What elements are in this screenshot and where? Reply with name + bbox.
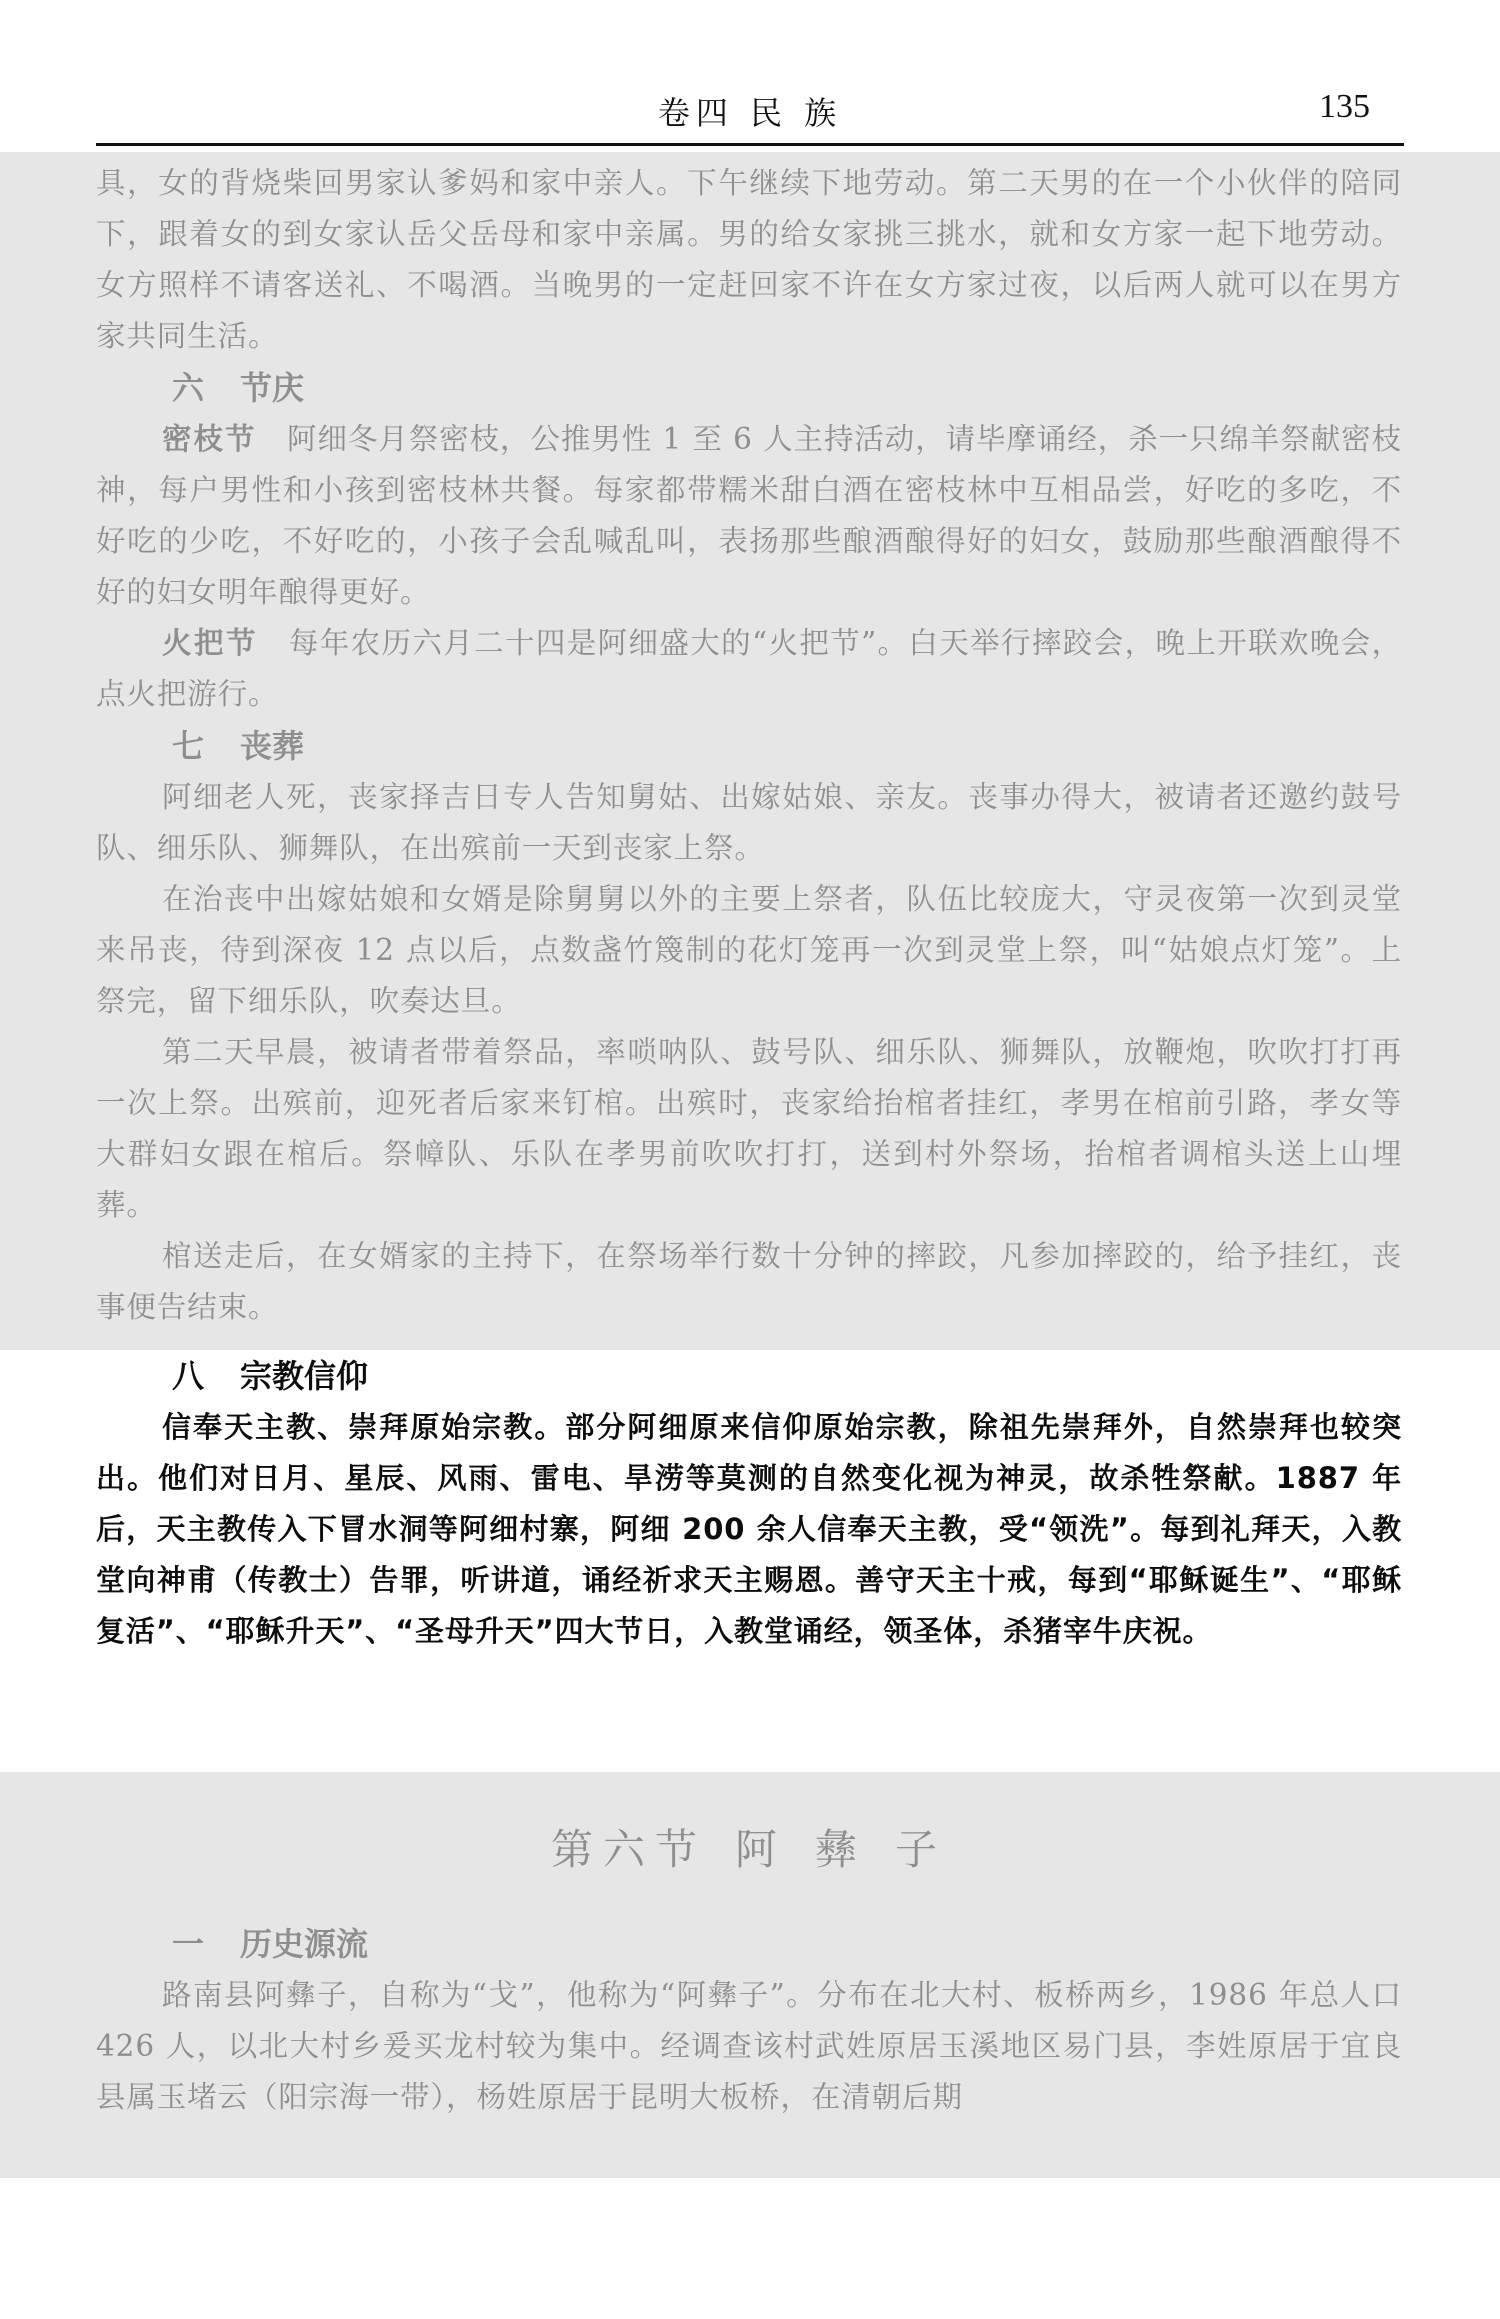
header-rule — [96, 143, 1404, 146]
section-number: 一 — [172, 1925, 205, 1963]
history-paragraph: 路南县阿彝子，自称为“戈”，他称为“阿彝子”。分布在北大村、板桥两乡，1986 年总人口 426 人，以北大村乡爰买龙村较为集中。经调查该村武姓原居玉溪地区易门县，李姓原居于宜良县属玉堵云（阳宗海一带），杨姓原居于昆明大板桥，在清朝后期 — [96, 1978, 1402, 2114]
block3-content — [96, 1772, 1402, 2123]
festival-text: 阿细冬月祭密枝，公推男性 1 至 6 人主持活动，请毕摩诵经，杀一只绵羊祭献密枝神，每户男性和小孩到密枝林共餐。每家都带糯米甜白酒在密枝林中互相品尝，好吃的多吃，不好吃的少吃，不好吃的，小孩子会乱喊乱叫，表扬那些酿酒酿得好的妇女，鼓励那些酿酒酿得不好的妇女明年酿得更好。 — [96, 422, 1402, 609]
section-title: 宗教信仰 — [240, 1357, 369, 1395]
faded-block-top — [0, 152, 1500, 1350]
chapter-name-char: 阿 — [734, 1825, 787, 1874]
festival-term: 密枝节 — [162, 422, 257, 456]
section-number: 七 — [172, 727, 205, 765]
section-title: 丧葬 — [240, 727, 305, 765]
chapter-name-char: 彝 — [815, 1825, 868, 1874]
block2-content — [96, 1350, 1402, 1657]
chapter-title — [96, 1820, 1402, 1880]
festival-text: 每年农历六月二十四是阿细盛大的“火把节”。白天举行摔跤会，晚上开联欢晚会，点火把游行。 — [96, 626, 1402, 711]
chapter-name-char: 子 — [895, 1825, 948, 1874]
funeral-paragraph: 阿细老人死，丧家择吉日专人告知舅姑、出嫁姑娘、亲友。丧事办得大，被请者还邀约鼓号队、细乐队、狮舞队，在出殡前一天到丧家上祭。 — [96, 780, 1402, 865]
running-head: 卷四 民 族 — [657, 94, 843, 132]
section-number: 六 — [172, 369, 205, 407]
section-number: 八 — [172, 1357, 205, 1395]
section-title: 历史源流 — [240, 1925, 369, 1963]
section-title: 节庆 — [240, 369, 305, 407]
religion-paragraph: 信奉天主教、崇拜原始宗教。部分阿细原来信仰原始宗教，除祖先崇拜外，自然崇拜也较突出。他们对日月、星辰、风雨、雷电、旱涝等莫测的自然变化视为神灵，故杀牲祭献。1887 年后，天主教传入下冒水洞等阿细村寨，阿细 200 余人信奉天主教，受“领洗”。每到礼拜天，入教堂向神甫（传教士）告罪，听讲道，诵经祈求天主赐恩。善守天主十戒，每到“耶稣诞生”、“耶稣复活”、“耶稣升天”、“圣母升天”四大节日，入教堂诵经，领圣体，杀猪宰牛庆祝。 — [96, 1410, 1402, 1648]
block1-content — [96, 158, 1402, 1333]
funeral-paragraph: 棺送走后，在女婿家的主持下，在祭场举行数十分钟的摔跤，凡参加摔跤的，给予挂红，丧事便告结束。 — [96, 1239, 1402, 1324]
section-heading-history — [96, 1918, 1402, 1970]
mizhi-paragraph — [96, 414, 1402, 618]
festival-term: 火把节 — [162, 626, 258, 660]
funeral-paragraph: 在治丧中出嫁姑娘和女婿是除舅舅以外的主要上祭者，队伍比较庞大，守灵夜第一次到灵堂来吊丧，待到深夜 12 点以后，点数盏竹篾制的花灯笼再一次到灵堂上祭，叫“姑娘点灯笼”。上祭完，留下细乐队，吹奏达旦。 — [96, 882, 1402, 1018]
chapter-label: 第六节 — [550, 1825, 707, 1874]
section-heading-funeral — [96, 720, 1402, 772]
huoba-paragraph — [96, 618, 1402, 720]
page-number: 135 — [1319, 88, 1370, 125]
continued-paragraph: 具，女的背烧柴回男家认爹妈和家中亲人。下午继续下地劳动。第二天男的在一个小伙伴的陪同下，跟着女的到女家认岳父岳母和家中亲属。男的给女家挑三挑水，就和女方家一起下地劳动。女方照样不请客送礼、不喝酒。当晚男的一定赶回家不许在女方家过夜，以后两人就可以在男方家共同生活。 — [96, 166, 1402, 353]
section-heading-festivals — [96, 362, 1402, 414]
funeral-paragraph: 第二天早晨，被请者带着祭品，率唢呐队、鼓号队、细乐队、狮舞队，放鞭炮，吹吹打打再一次上祭。出殡前，迎死者后家来钉棺。出殡时，丧家给抬棺者挂红，孝男在棺前引路，孝女等大群妇女跟在棺后。祭幛队、乐队在孝男前吹吹打打，送到村外祭场，抬棺者调棺头送上山埋葬。 — [96, 1035, 1402, 1222]
section-heading-religion — [96, 1350, 1402, 1402]
faded-block-bottom — [0, 1772, 1500, 2178]
